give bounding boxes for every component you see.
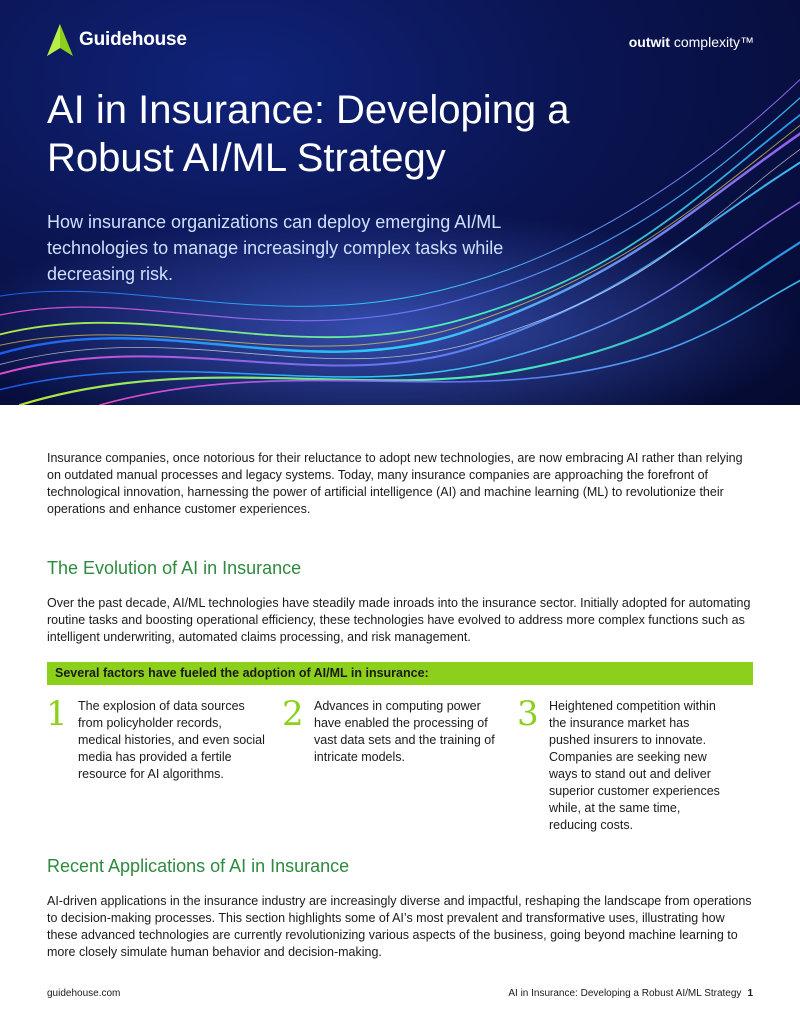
factor-number: 2	[282, 694, 304, 734]
tagline-bold: outwit	[628, 34, 670, 50]
intro-paragraph: Insurance companies, once notorious for their reluctance to adopt new technologies, are now embracing AI rather than relying on outdated manual processes and legacy systems. Today, many insurance companies are approaching the forefront of technological innovation, harnessing the power of artificial intelligence (AI) and machine learning (ML) to revolutionize their operations and enhance customer experiences.	[47, 451, 743, 516]
guidehouse-logo[interactable]	[47, 24, 187, 56]
hero-banner	[0, 0, 800, 405]
tagline	[629, 34, 754, 50]
section-heading-recent: Recent Applications of AI in Insurance	[47, 856, 350, 876]
page-number: 1	[747, 988, 753, 999]
guidehouse-arrow-icon	[47, 24, 73, 56]
factor-text: The explosion of data sources from policyholder records, medical histories, and even social media has provided a fertile resource for AI algorithms.	[78, 699, 265, 781]
recent-paragraph: AI-driven applications in the insurance industry are increasingly diverse and impactful, reshaping the landscape from operations to decision-making processes. This section highlights some of AI’s most prevalent and transformative uses, illustrating how these advanced technologies are currently revolutionizing various aspects of the business, going beyond machine learning to more closely simulate human behavior and decision-making.	[47, 894, 752, 959]
evolution-paragraph: Over the past decade, AI/ML technologies have steadily made inroads into the insurance sector. Initially adopted for automating routine tasks and boosting operational efficiency, these technologies have evolved to address more complex functions such as intelligent underwriting, automated claims processing, and risk management.	[47, 596, 751, 644]
footer-doc-title: AI in Insurance: Developing a Robust AI/ML Strategy	[508, 988, 742, 999]
factor-text: Advances in computing power have enabled the processing of vast data sets and the training of intricate models.	[314, 699, 495, 764]
factor-text: Heightened competition within the insurance market has pushed insurers to innovate. Companies are seeking new ways to stand out and deliver superior customer experiences while, at the same time, reducing costs.	[549, 699, 720, 832]
footer-site-link[interactable]: guidehouse.com	[47, 988, 121, 999]
factor-number: 3	[517, 694, 539, 734]
page-title: AI in Insurance: Developing a Robust AI/ML Strategy	[47, 88, 570, 180]
tagline-rest: complexity™	[669, 34, 754, 50]
logo-text: Guidehouse	[79, 29, 187, 50]
factor-number: 1	[46, 694, 68, 734]
abstract-light-waves-image	[0, 0, 800, 405]
section-heading-evolution: The Evolution of AI in Insurance	[47, 558, 302, 578]
footer-doc-info	[508, 988, 753, 999]
page-subtitle: How insurance organizations can deploy emerging AI/ML technologies to manage increasingly complex tasks while decreasing risk.	[47, 212, 504, 284]
factors-callout-bar: Several factors have fueled the adoption of AI/ML in insurance:	[47, 662, 753, 685]
